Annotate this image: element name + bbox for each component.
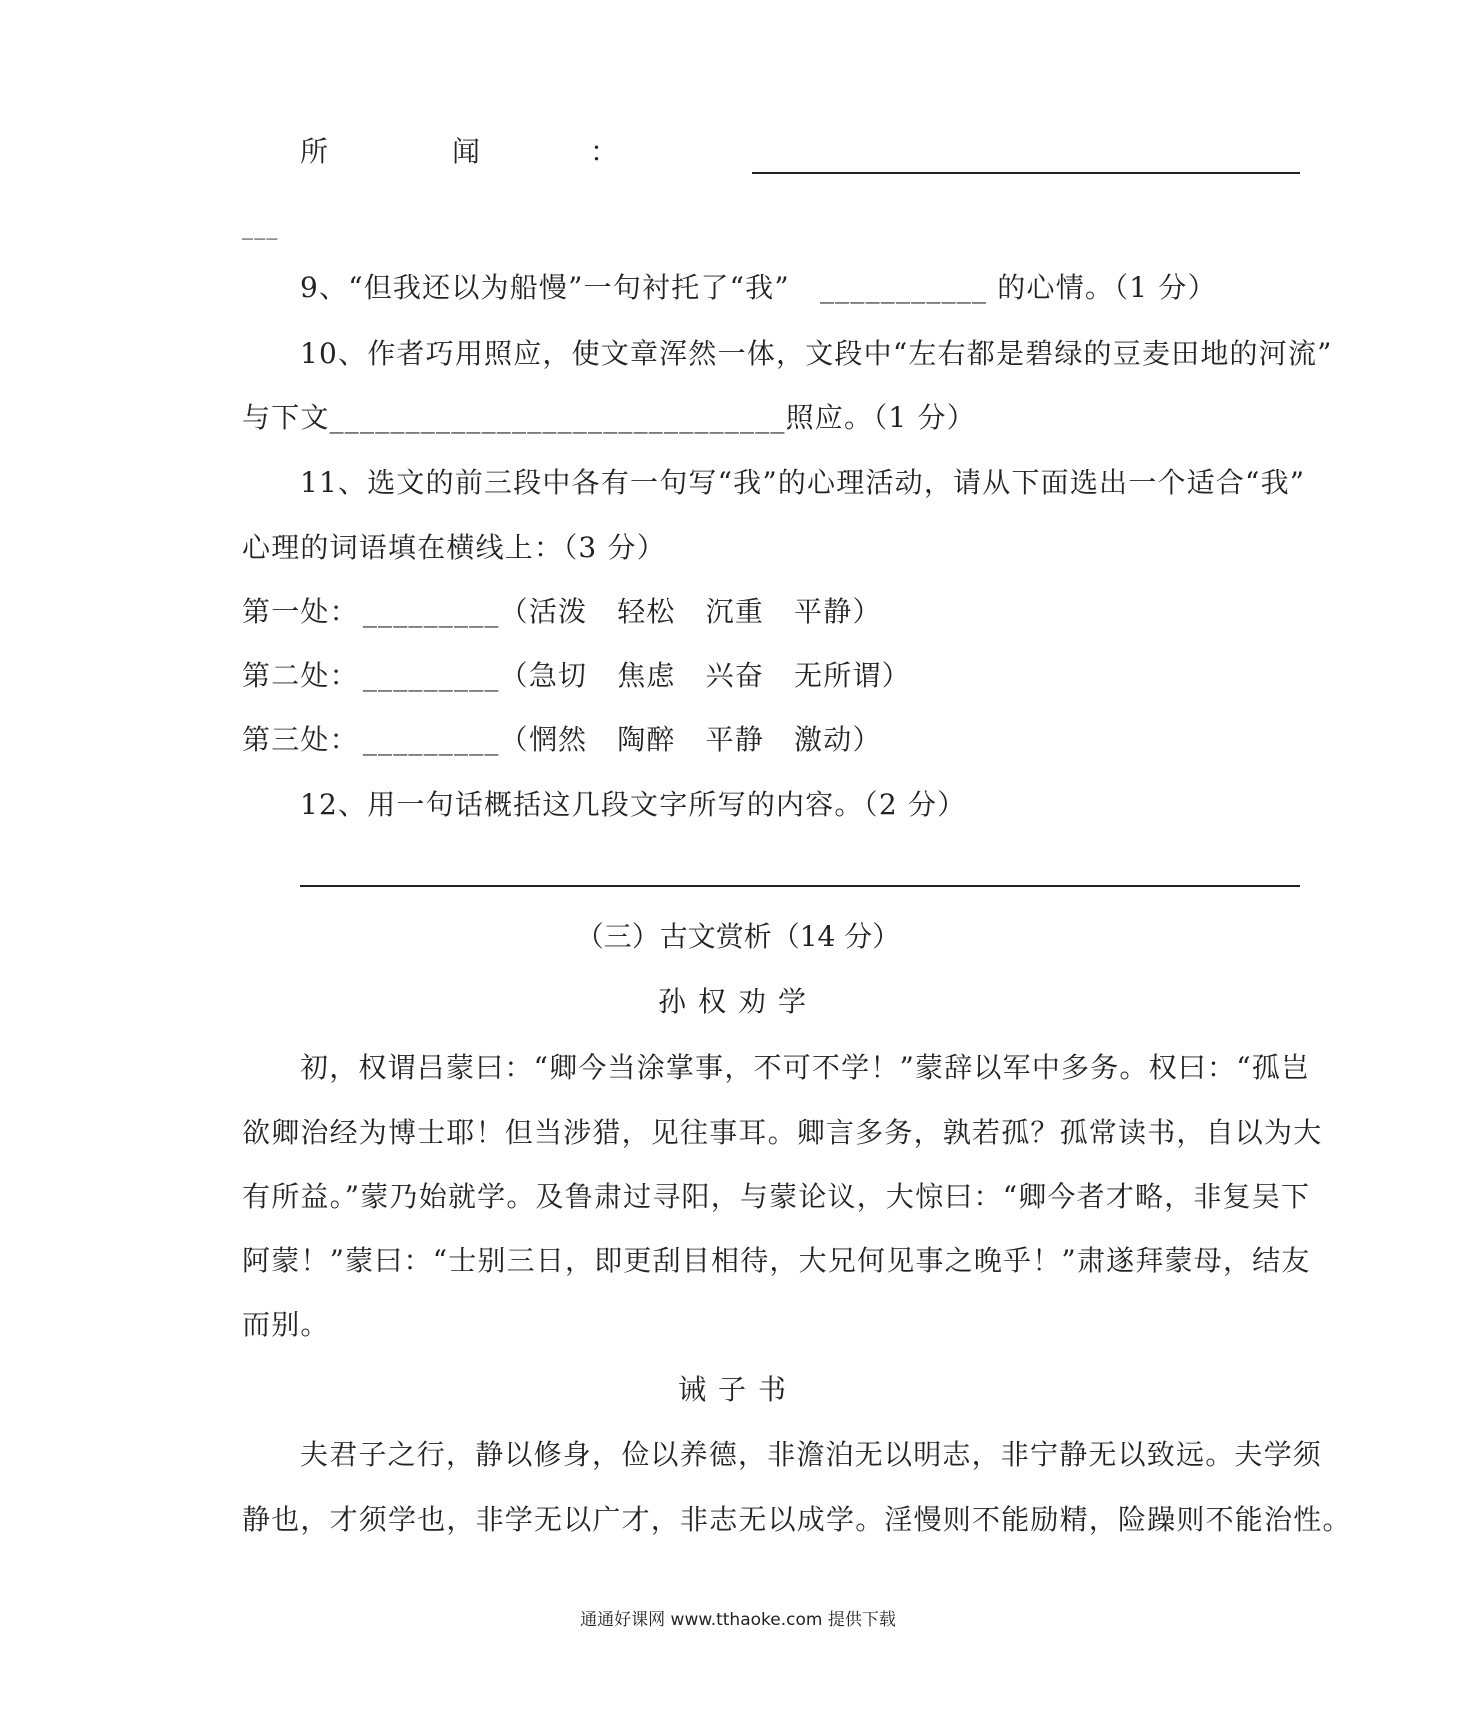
q11-choice: 平静 [705, 723, 765, 756]
q11-choice: 激动 [794, 723, 853, 756]
passage-1-line: 欲卿治经为博士耶！但当涉猎，见往事耳。卿言多务，孰若孤？孤常读书，自以为大 [242, 1116, 1323, 1149]
q11-item-label: 第一处： [242, 595, 359, 628]
passage-1-line: 初，权谓吕蒙曰：“卿今当涂掌事，不可不学！”蒙辞以军中多务。权曰：“孤岂 [300, 1051, 1311, 1084]
q11-item-label: 第二处： [242, 659, 359, 692]
q11-item-blank: _________ [362, 595, 500, 628]
q11-item-1 [242, 592, 882, 632]
q11-choice: 急切 [528, 659, 588, 692]
q11-close-paren: ） [881, 659, 911, 692]
q11-item-3 [242, 720, 882, 760]
q11-open-paren: （ [499, 723, 529, 756]
q11-item-2 [242, 656, 911, 696]
answer-line-1 [752, 172, 1300, 174]
question-10-head: 与下文 [242, 401, 330, 434]
top-label-colon: ： [590, 135, 620, 168]
passage-1-title: 孙权劝学 [657, 985, 818, 1018]
answer-line-continuation: ___ [242, 215, 279, 240]
q11-item-blank: _________ [362, 659, 500, 692]
question-11-line1: 11、选文的前三段中各有一句写“我”的心理活动，请从下面选出一个适合“我” [300, 466, 1306, 499]
q11-open-paren: （ [499, 659, 529, 692]
q11-choice: 平静 [794, 595, 853, 628]
question-10-blank: ______________________________ [329, 401, 786, 434]
answer-line-12 [300, 885, 1300, 887]
top-label-part2: 闻 [452, 135, 482, 168]
top-label-part1: 所 [300, 135, 330, 168]
question-11-line2: 心理的词语填在横线上：（3 分） [242, 531, 666, 564]
question-9-blank: ___________ [819, 271, 988, 304]
q11-choice: 轻松 [617, 595, 676, 628]
passage-2-line: 夫君子之行，静以修身，俭以养德，非澹泊无以明志，非宁静无以致远。夫学须 [300, 1438, 1323, 1471]
q11-choice: 活泼 [528, 595, 588, 628]
q11-close-paren: ） [852, 595, 882, 628]
section-heading: （三）古文赏析（14 分） [575, 920, 901, 953]
q11-choice: 焦虑 [617, 659, 676, 692]
question-10-line2 [242, 398, 976, 438]
question-9-text: 9、“但我还以为船慢”一句衬托了“我” [300, 271, 800, 304]
footer-text: 通通好课网 www.tthaoke.com 提供下载 [580, 1610, 896, 1630]
question-9-tail: 的心情。（1 分） [997, 271, 1217, 304]
question-10-tail: 照应。（1 分） [785, 401, 976, 434]
question-10-line1: 10、作者巧用照应，使文章浑然一体，文段中“左右都是碧绿的豆麦田地的河流” [300, 337, 1333, 370]
q11-choice: 陶醉 [617, 723, 676, 756]
q11-choice: 沉重 [705, 595, 765, 628]
q11-choice: 兴奋 [705, 659, 765, 692]
passage-1-line: 而别。 [242, 1308, 330, 1341]
q11-choice: 惘然 [528, 723, 588, 756]
q11-close-paren: ） [852, 723, 882, 756]
passage-1-line: 阿蒙！”蒙曰：“士别三日，即更刮目相待，大兄何见事之晚乎！”肃遂拜蒙母，结友 [242, 1244, 1311, 1277]
passage-1-line: 有所益。”蒙乃始就学。及鲁肃过寻阳，与蒙论议，大惊曰：“卿今者才略，非复吴下 [242, 1180, 1311, 1213]
question-9 [300, 268, 1217, 308]
q11-open-paren: （ [499, 595, 529, 628]
q11-choice: 无所谓 [794, 659, 882, 692]
q11-item-label: 第三处： [242, 723, 359, 756]
passage-2-title: 诫子书 [677, 1373, 798, 1406]
q11-item-blank: _________ [362, 723, 500, 756]
passage-2-line: 静也，才须学也，非学无以广才，非志无以成学。淫慢则不能励精，险躁则不能治性。 [242, 1503, 1352, 1536]
question-12: 12、用一句话概括这几段文字所写的内容。（2 分） [300, 788, 967, 821]
